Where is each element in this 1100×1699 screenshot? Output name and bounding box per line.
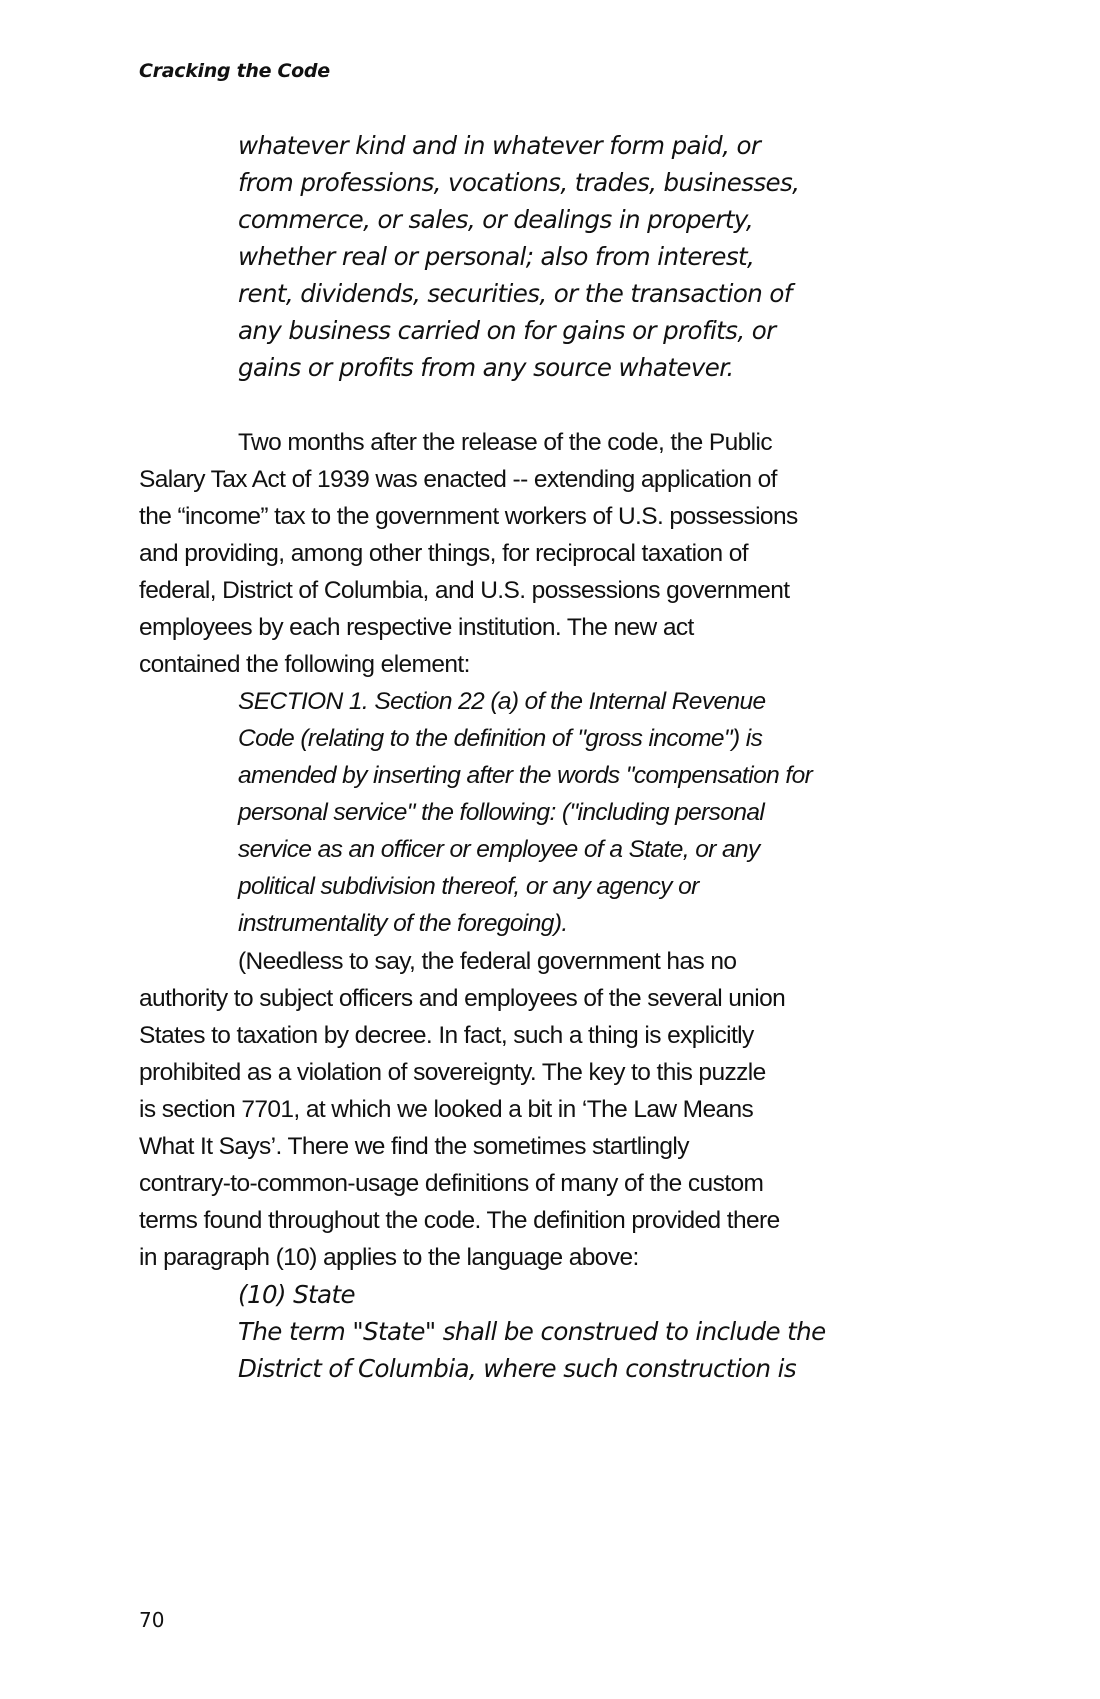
body-line: prohibited as a violation of sovereignty. The key to this puzzle — [139, 1059, 766, 1086]
body-line: What It Says’. There we find the sometimes startlingly — [139, 1133, 689, 1160]
body-line: terms found throughout the code. The definition provided there — [139, 1207, 780, 1234]
quote-line: rent, dividends, securities, or the transaction of — [238, 279, 792, 308]
quote-line: instrumentality of the foregoing). — [238, 910, 568, 937]
body-line: States to taxation by decree. In fact, such a thing is explicitly — [139, 1022, 754, 1049]
body-line: federal, District of Columbia, and U.S. possessions government — [139, 577, 790, 604]
body-line: is section 7701, at which we looked a bit in ‘The Law Means — [139, 1096, 754, 1123]
quote-line: whatever kind and in whatever form paid, or — [238, 131, 761, 160]
body-line: contrary-to-common-usage definitions of many of the custom — [139, 1170, 764, 1197]
quote-line: service as an officer or employee of a State, or any — [238, 836, 760, 863]
quote-line: Code (relating to the definition of "gross income") is — [238, 725, 763, 752]
quote-line: gains or profits from any source whatever. — [238, 353, 734, 382]
quote-line: political subdivision thereof, or any agency or — [238, 873, 699, 900]
quote-line: any business carried on for gains or profits, or — [238, 316, 776, 345]
quote-line: whether real or personal; also from interest, — [238, 242, 755, 271]
running-header-title: Cracking the Code — [139, 60, 330, 82]
body-line: authority to subject officers and employees of the several union — [139, 985, 786, 1012]
body-line: Two months after the release of the code, the Public — [238, 429, 772, 456]
body-line: employees by each respective institution. The new act — [139, 614, 694, 641]
quote-line: from professions, vocations, trades, businesses, — [238, 168, 800, 197]
body-line: Salary Tax Act of 1939 was enacted -- extending application of — [139, 466, 777, 493]
body-line: the “income” tax to the government workers of U.S. possessions — [139, 503, 798, 530]
quote-line: amended by inserting after the words "compensation for — [238, 762, 813, 789]
quote-line: personal service" the following: ("including personal — [238, 799, 765, 826]
body-line: and providing, among other things, for reciprocal taxation of — [139, 540, 748, 567]
body-line: (Needless to say, the federal government has no — [238, 948, 737, 975]
quote-line: commerce, or sales, or dealings in property, — [238, 205, 754, 234]
quote-line: District of Columbia, where such construction is — [238, 1354, 797, 1383]
body-line: contained the following element: — [139, 651, 470, 678]
quote-line: The term "State" shall be construed to include the — [238, 1317, 826, 1346]
page-number: 70 — [139, 1608, 165, 1632]
quote-line: (10) State — [238, 1280, 355, 1309]
body-line: in paragraph (10) applies to the language above: — [139, 1244, 639, 1271]
quote-line: SECTION 1. Section 22 (a) of the Internal Revenue — [238, 688, 766, 715]
